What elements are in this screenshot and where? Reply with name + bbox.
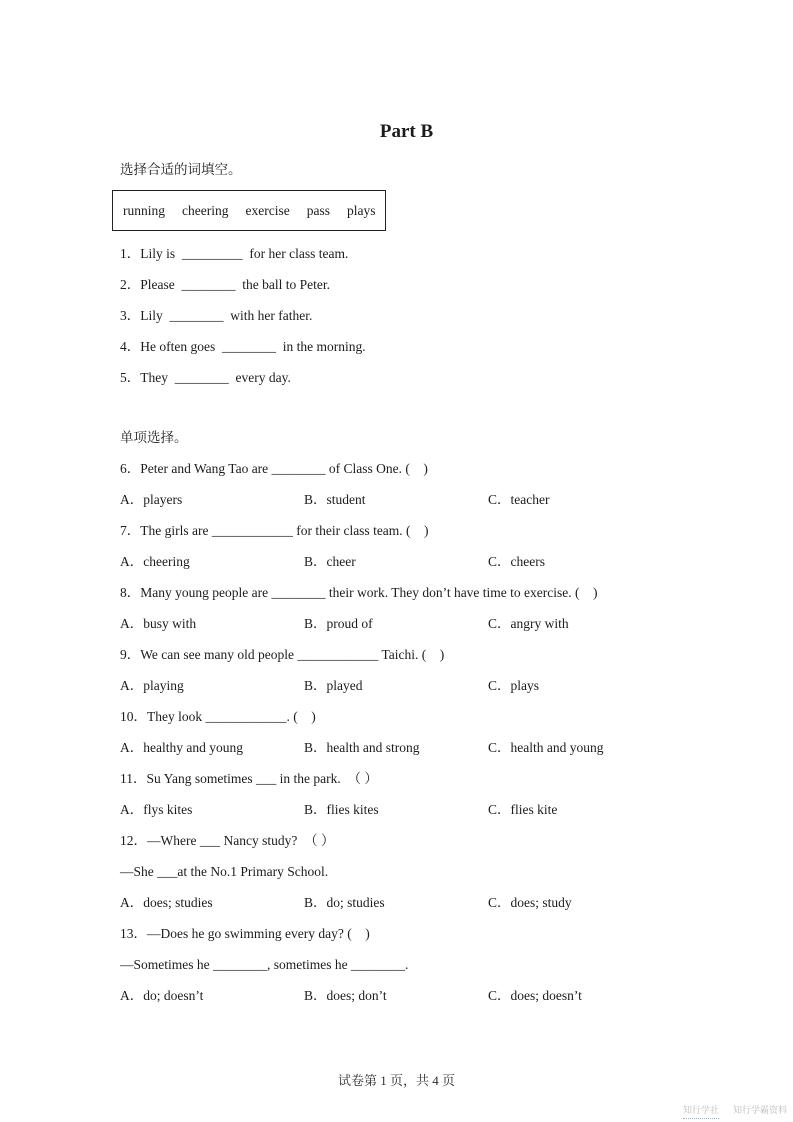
question-stem: 12．—Where ___ Nancy study? （ ） [120,833,335,848]
option-a: A．playing [120,678,184,693]
option-b: B．cheer [304,554,356,569]
question-stem: —Sometimes he ________, sometimes he ________. [120,957,409,972]
option-b: B．proud of [304,616,373,631]
word-bank-word: cheering [182,202,229,218]
question-stem: 8．Many young people are ________ their work. They don’t have time to exercise. ( ) [120,585,598,600]
watermark [683,1103,787,1119]
question-stem: 11．Su Yang sometimes ___ in the park. （ ） [120,771,378,786]
choice-questions [120,453,693,1011]
question-stem: 13．—Does he go swimming every day? ( ) [120,926,370,941]
options-row [120,608,693,639]
fill-item: 1．Lily is _________ for her class team. [120,246,349,261]
option-b: B．do; studies [304,895,385,910]
question-stem: 7．The girls are ____________ for their class team. ( ) [120,523,429,538]
options-row [120,887,693,918]
fill-item: 3．Lily ________ with her father. [120,308,313,323]
watermark-left: 知行学社 [683,1103,719,1119]
option-c: C．does; study [488,895,572,910]
fill-item: 4．He often goes ________ in the morning. [120,339,366,354]
options-row [120,670,693,701]
word-bank-word: plays [346,202,376,218]
options-row [120,732,693,763]
word-bank-box [112,190,386,231]
option-b: B．flies kites [304,802,379,817]
option-c: C．plays [488,678,540,693]
question-stem: —She ___at the No.1 Primary School. [120,864,329,879]
option-a: A．players [120,492,183,507]
question-stem: 9．We can see many old people ____________ Taichi. ( ) [120,647,445,662]
option-a: A．do; doesn’t [120,988,204,1003]
page-footer: 试卷第 1 页，共 4 页 [337,1073,455,1088]
options-row [120,980,693,1011]
option-c: C．angry with [488,616,569,631]
option-a: A．does; studies [120,895,213,910]
fill-item: 5．They ________ every day. [120,370,291,385]
option-c: C．health and young [488,740,604,755]
question-stem: 6．Peter and Wang Tao are ________ of Class One. ( ) [120,461,428,476]
option-a: A．flys kites [120,802,193,817]
option-b: B．student [304,492,366,507]
word-bank-word: running [123,202,165,218]
option-a: A．busy with [120,616,197,631]
watermark-right: 知行学霸资料 [732,1105,787,1115]
option-c: C．flies kite [488,802,558,817]
fill-instruction: 选择合适的词填空。 [120,162,242,177]
option-c: C．cheers [488,554,545,569]
option-b: B．played [304,678,363,693]
fill-item: 2．Please ________ the ball to Peter. [120,277,330,292]
option-c: C．does; doesn’t [488,988,582,1003]
option-b: B．health and strong [304,740,420,755]
options-row [120,484,693,515]
question-stem: 10．They look ____________. ( ) [120,709,316,724]
word-bank-word: pass [306,202,330,218]
option-b: B．does; don’t [304,988,387,1003]
fill-items [120,238,693,393]
options-row [120,794,693,825]
option-c: C．teacher [488,492,550,507]
option-a: A．cheering [120,554,190,569]
options-row [120,546,693,577]
word-bank-word: exercise [245,202,290,218]
choice-instruction: 单项选择。 [120,430,188,445]
option-a: A．healthy and young [120,740,243,755]
page-title: Part B [379,121,434,142]
